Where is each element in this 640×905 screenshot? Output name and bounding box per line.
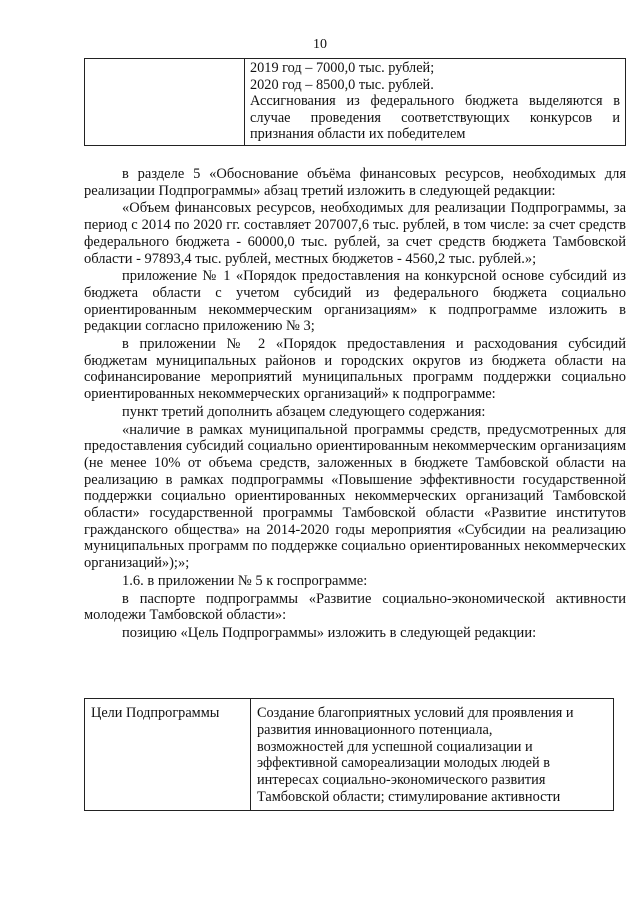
funding-table-label-cell — [85, 59, 245, 146]
goals-table-label: Цели Подпрограммы — [85, 699, 251, 811]
paragraph-appendix1: приложение № 1 «Порядок предоставления на конкурсной основе субсидий из бюджета области с учетом субсидий из федерального бюджета социально ориентированным некоммерческим организациям» к подпрограмме изложить в редакции согласно приложению № 3; — [84, 268, 626, 335]
document-body — [84, 166, 626, 642]
paragraph-section5: в разделе 5 «Обоснование объёма финансовых ресурсов, необходимых для реализации Подпрограммы» абзац третий изложить в следующей редакции: — [84, 166, 626, 199]
funding-note-line-3: признания области их победителем — [250, 126, 466, 143]
paragraph-goal-position: позицию «Цель Подпрограммы» изложить в следующей редакции: — [122, 624, 537, 641]
paragraph-item-1-6: 1.6. в приложении № 5 к госпрограмме: — [122, 572, 368, 589]
paragraph-passport: в паспорте подпрограммы «Развитие социально-экономической активности молодежи Тамбовской области»: — [84, 590, 626, 624]
goals-table-value: Создание благоприятных условий для проявления и развития инновационного потенциала, возможностей для успешной социализации и эффективной самореализации молодых людей в интересах социально-экономического развития Тамбовской области; стимулирование активности — [251, 699, 614, 811]
funding-line-2019: 2019 год – 7000,0 тыс. рублей; — [250, 60, 435, 76]
funding-table-value-cell — [245, 59, 626, 146]
paragraph-financial-volume: «Объем финансовых ресурсов, необходимых для реализации Подпрограммы, за период с 2014 по 2020 гг. составляет 207007,6 тыс. рублей, в том числе: за счет средств федерального бюджета - 60000,0 тыс. рублей, за счет средств бюджета Тамбовской области - 97893,4 тыс. рублей, местных бюджетов - 4560,2 тыс. рублей.»; — [84, 200, 626, 267]
funding-note-line-2: случае проведения соответствующих конкурсов и — [250, 109, 620, 126]
goals-table — [84, 698, 614, 811]
page-number: 10 — [313, 37, 327, 52]
funding-note-line-1: Ассигнования из федерального бюджета выделяются в — [250, 93, 620, 110]
paragraph-point-three: пункт третий дополнить абзацем следующего содержания: — [122, 403, 486, 420]
paragraph-appendix2: в приложении № 2 «Порядок предоставления и расходования субсидий бюджетам муниципальных районов и городских округов из бюджета области на софинансирование мероприятий муниципальных программ поддержки социально ориентированных некоммерческих организаций» к подпрограмме: — [84, 336, 626, 403]
paragraph-quote-availability: «наличие в рамках муниципальной программы средств, предусмотренных для предоставления субсидий социально ориентированным некоммерческим организациям (не менее 10% от объема средств, заложенных в бюджете Тамбовской области на реализацию в рамках подпрограммы «Повышение эффективности государственной поддержки социально ориентированных некоммерческих организаций Тамбовской области» государственной программы Тамбовской области «Развитие институтов гражданского общества» на 2014-2020 годы мероприятия «Субсидии на реализацию муниципальных программ по поддержке социально ориентированных некоммерческих организаций»);»; — [84, 421, 626, 572]
funding-table-continuation — [84, 58, 626, 146]
funding-line-2020: 2020 год – 8500,0 тыс. рублей. — [250, 76, 434, 93]
